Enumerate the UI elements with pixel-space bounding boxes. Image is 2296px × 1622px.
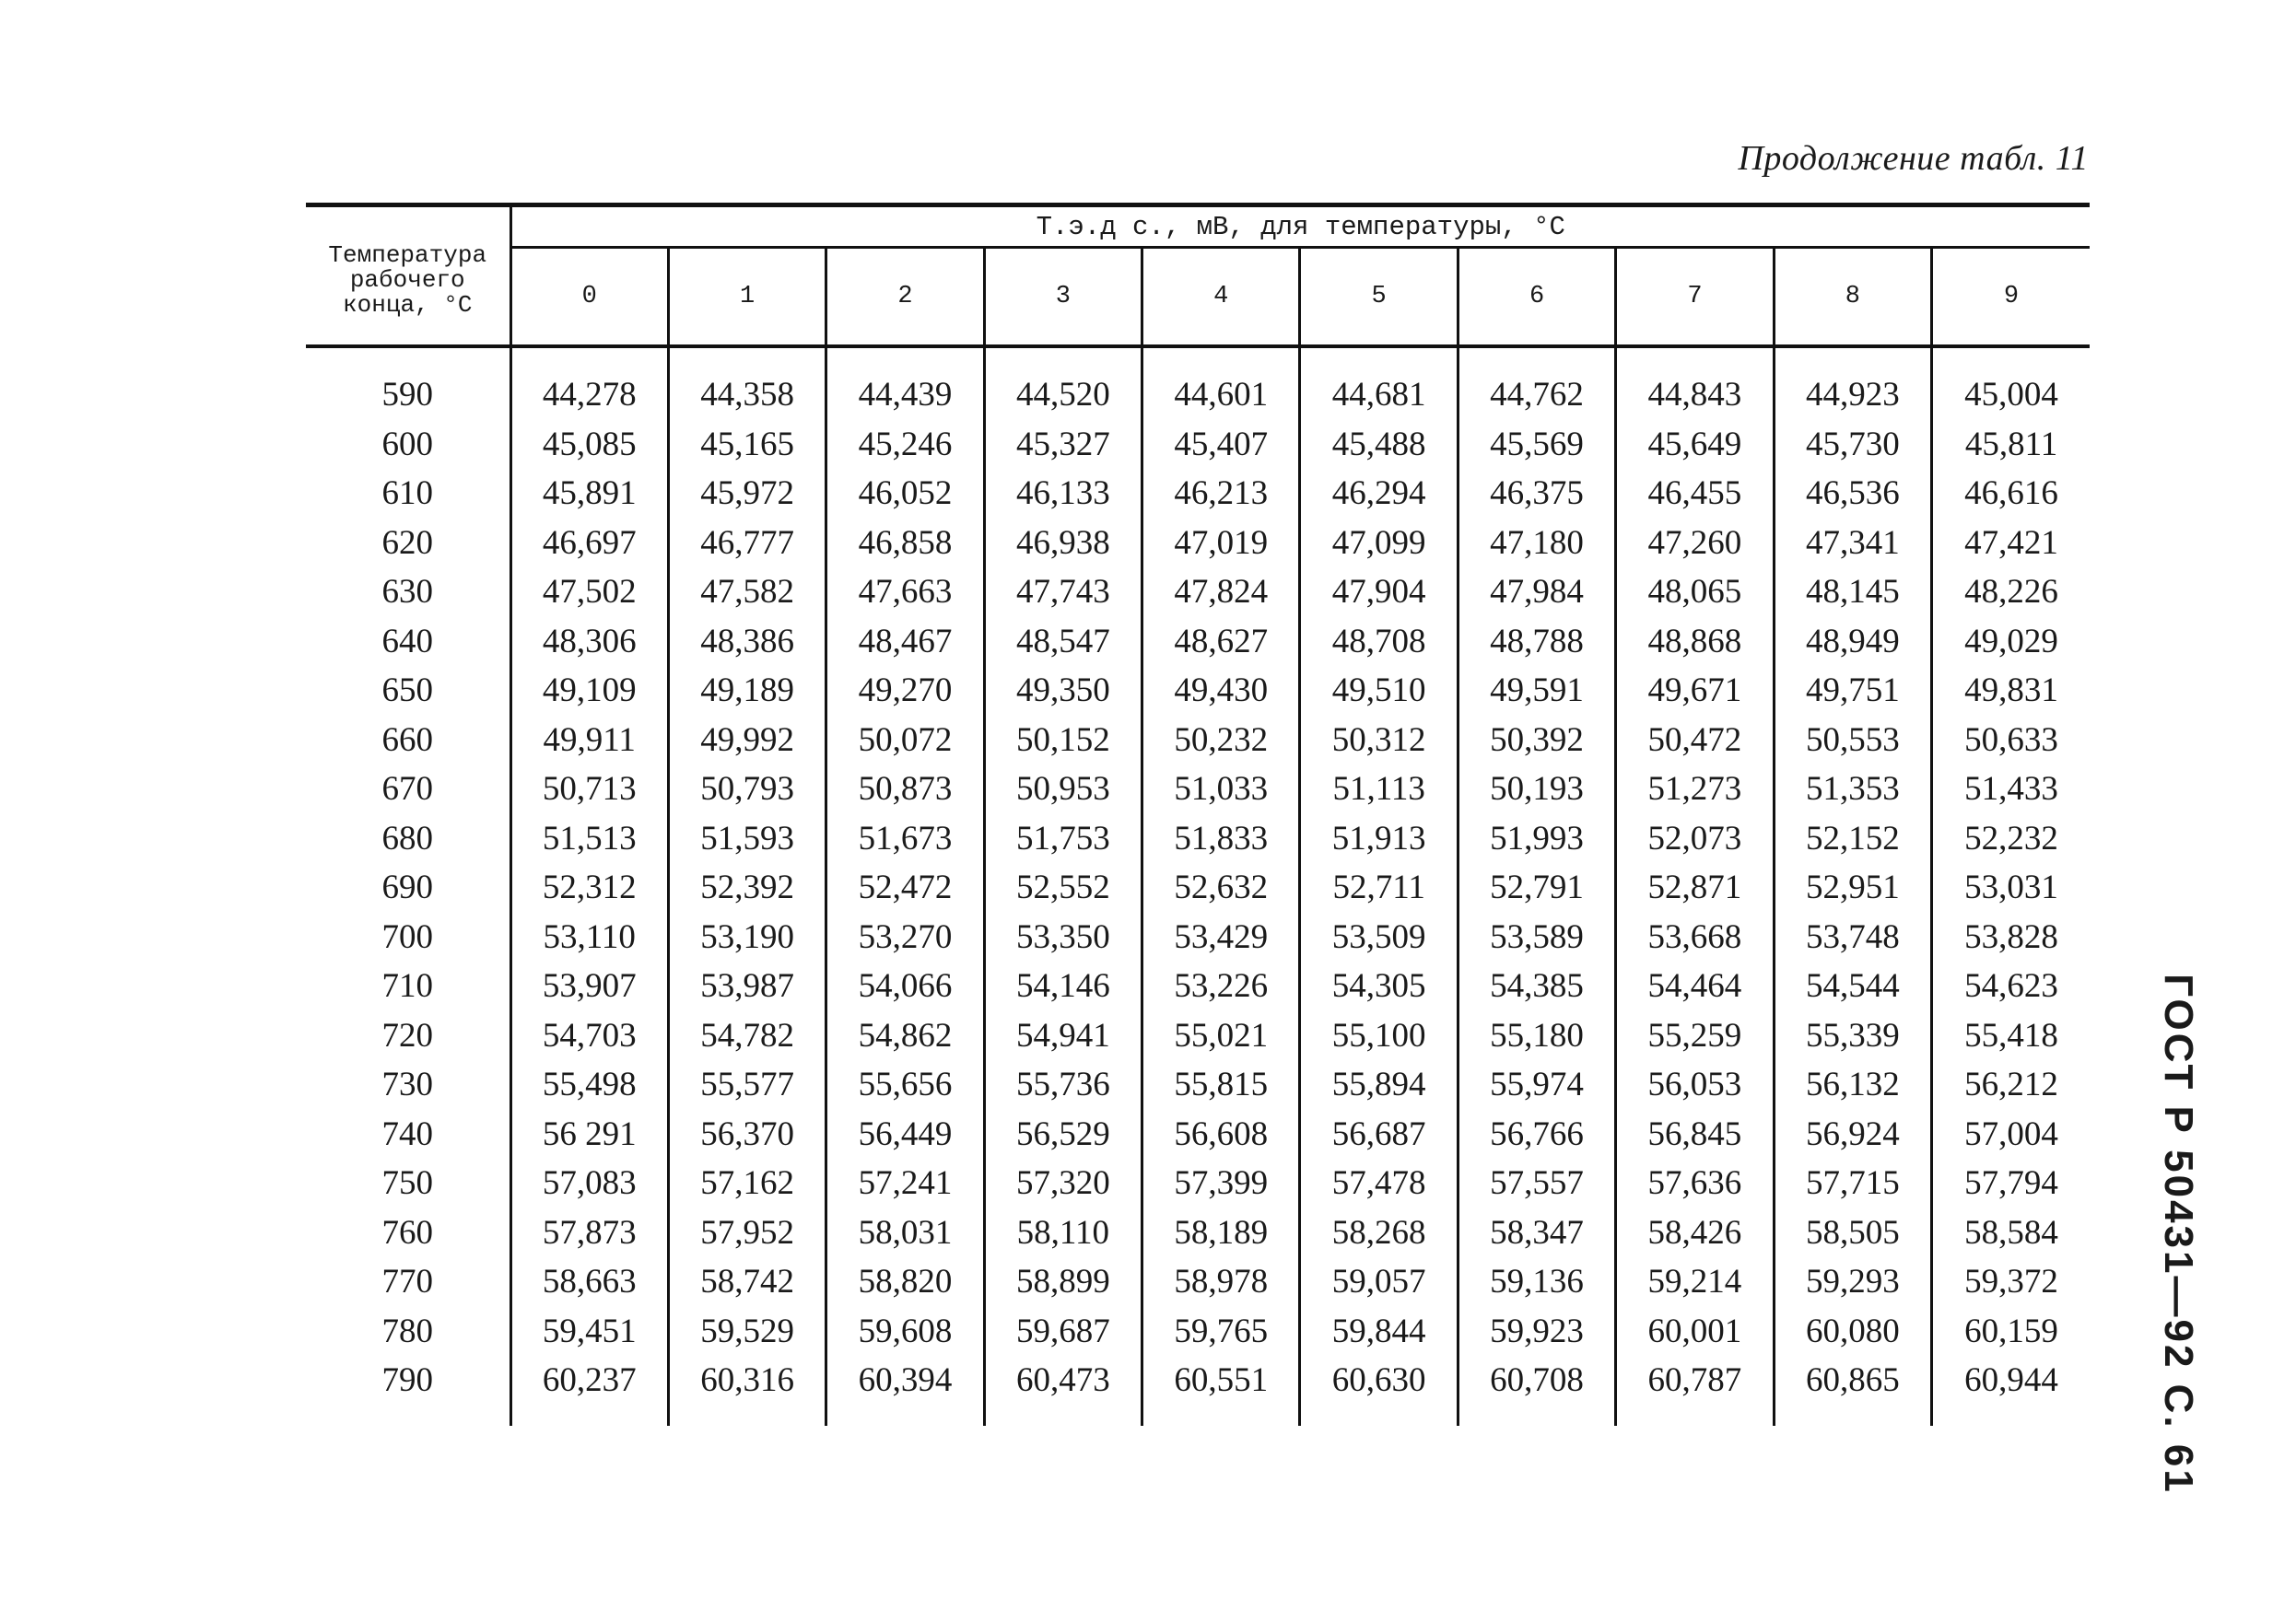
column-header: 2 (826, 248, 984, 347)
temperature-cell: 740 (381, 1114, 433, 1153)
temperature-cell: 630 (381, 573, 433, 612)
emf-value-cell: 50,072 (826, 716, 984, 765)
table-row (306, 764, 2090, 814)
temperature-cell: 650 (381, 671, 433, 710)
row-header-cell (306, 205, 510, 347)
emf-value-cell: 59,372 (1932, 1257, 2090, 1307)
emf-value-cell: 54,464 (1616, 962, 1774, 1011)
emf-value-cell: 53,190 (668, 913, 826, 963)
emf-value-cell: 50,793 (668, 764, 826, 814)
emf-value-cell: 46,052 (826, 469, 984, 519)
emf-value-cell: 54,146 (984, 962, 1142, 1011)
group-header: Т.э.д с., мВ, для температуры, °C (510, 205, 2090, 248)
emf-value-cell: 45,649 (1616, 420, 1774, 470)
emf-value-cell: 48,788 (1458, 617, 1615, 667)
emf-value-cell: 60,787 (1616, 1356, 1774, 1426)
emf-value-cell: 45,246 (826, 420, 984, 470)
table-row (306, 519, 2090, 568)
temperature-cell: 780 (381, 1312, 433, 1350)
emf-value-cell: 44,439 (826, 346, 984, 420)
emf-value-cell: 46,697 (510, 519, 668, 568)
emf-value-cell: 58,031 (826, 1208, 984, 1258)
emf-value-cell: 47,341 (1774, 519, 1931, 568)
emf-value-cell: 52,073 (1616, 814, 1774, 864)
emf-value-cell: 54,544 (1774, 962, 1931, 1011)
emf-value-cell: 59,451 (510, 1307, 668, 1357)
emf-value-cell: 47,019 (1142, 519, 1300, 568)
emf-value-cell: 53,907 (510, 962, 668, 1011)
emf-value-cell: 52,711 (1300, 863, 1458, 913)
emf-value-cell: 58,110 (984, 1208, 1142, 1258)
emf-value-cell: 48,467 (826, 617, 984, 667)
emf-value-cell: 47,180 (1458, 519, 1615, 568)
emf-value-cell: 55,180 (1458, 1011, 1615, 1061)
emf-value-cell: 45,085 (510, 420, 668, 470)
emf-value-cell: 59,687 (984, 1307, 1142, 1357)
temperature-cell: 680 (381, 819, 433, 858)
column-header: 8 (1774, 248, 1931, 347)
emf-value-cell: 51,273 (1616, 764, 1774, 814)
emf-value-cell: 45,891 (510, 469, 668, 519)
emf-value-cell: 56,687 (1300, 1110, 1458, 1160)
emf-value-cell: 60,159 (1932, 1307, 2090, 1357)
emf-value-cell: 53,226 (1142, 962, 1300, 1011)
table-row (306, 567, 2090, 617)
emf-value-cell: 55,100 (1300, 1011, 1458, 1061)
emf-value-cell: 46,294 (1300, 469, 1458, 519)
emf-value-cell: 45,407 (1142, 420, 1300, 470)
column-header: 1 (668, 248, 826, 347)
emf-value-cell: 50,193 (1458, 764, 1615, 814)
emf-value-cell: 49,831 (1932, 666, 2090, 716)
emf-value-cell: 60,865 (1774, 1356, 1931, 1426)
emf-value-cell: 50,392 (1458, 716, 1615, 765)
emf-value-cell: 52,232 (1932, 814, 2090, 864)
emf-value-cell: 60,944 (1932, 1356, 2090, 1426)
table-row (306, 666, 2090, 716)
emf-value-cell: 44,358 (668, 346, 826, 420)
emf-value-cell: 59,214 (1616, 1257, 1774, 1307)
emf-value-cell: 56,924 (1774, 1110, 1931, 1160)
emf-value-cell: 56,529 (984, 1110, 1142, 1160)
emf-value-cell: 54,862 (826, 1011, 984, 1061)
row-header-line: Температура (328, 241, 487, 269)
table-row (306, 1011, 2090, 1061)
emf-value-cell: 56,370 (668, 1110, 826, 1160)
emf-value-cell: 46,536 (1774, 469, 1931, 519)
emf-value-cell: 57,083 (510, 1159, 668, 1208)
emf-value-cell: 44,681 (1300, 346, 1458, 420)
row-header-line: конца, °C (343, 291, 473, 319)
emf-value-cell: 53,110 (510, 913, 668, 963)
emf-value-cell: 50,553 (1774, 716, 1931, 765)
emf-value-cell: 49,430 (1142, 666, 1300, 716)
column-header: 3 (984, 248, 1142, 347)
emf-value-cell: 54,623 (1932, 962, 2090, 1011)
emf-value-cell: 58,268 (1300, 1208, 1458, 1258)
emf-value-cell: 48,868 (1616, 617, 1774, 667)
column-header: 6 (1458, 248, 1615, 347)
table-row (306, 617, 2090, 667)
emf-value-cell: 52,871 (1616, 863, 1774, 913)
column-header: 5 (1300, 248, 1458, 347)
temperature-cell: 770 (381, 1263, 433, 1301)
emf-value-cell: 48,708 (1300, 617, 1458, 667)
emf-value-cell: 45,327 (984, 420, 1142, 470)
emf-value-cell: 58,189 (1142, 1208, 1300, 1258)
emf-value-cell: 47,743 (984, 567, 1142, 617)
emf-value-cell: 49,911 (510, 716, 668, 765)
emf-value-cell: 53,589 (1458, 913, 1615, 963)
emf-value-cell: 58,584 (1932, 1208, 2090, 1258)
table-row (306, 1159, 2090, 1208)
emf-value-cell: 54,941 (984, 1011, 1142, 1061)
emf-value-cell: 46,777 (668, 519, 826, 568)
emf-value-cell: 53,748 (1774, 913, 1931, 963)
emf-value-cell: 49,591 (1458, 666, 1615, 716)
emf-value-cell: 55,021 (1142, 1011, 1300, 1061)
emf-value-cell: 44,923 (1774, 346, 1931, 420)
emf-value-cell: 49,189 (668, 666, 826, 716)
emf-value-cell: 55,656 (826, 1060, 984, 1110)
emf-value-cell: 49,029 (1932, 617, 2090, 667)
emf-value-cell: 45,972 (668, 469, 826, 519)
emf-value-cell: 46,133 (984, 469, 1142, 519)
emf-value-cell: 52,312 (510, 863, 668, 913)
emf-value-cell: 49,109 (510, 666, 668, 716)
emf-value-cell: 51,353 (1774, 764, 1931, 814)
standard-and-page-number: ГОСТ Р 50431—92 С. 61 (2156, 974, 2202, 1495)
emf-value-cell: 58,505 (1774, 1208, 1931, 1258)
row-header-line: рабочего (349, 266, 465, 294)
emf-value-cell: 45,004 (1932, 346, 2090, 420)
emf-value-cell: 46,455 (1616, 469, 1774, 519)
emf-value-cell: 49,671 (1616, 666, 1774, 716)
emf-value-cell: 50,873 (826, 764, 984, 814)
emf-value-cell: 48,226 (1932, 567, 2090, 617)
emf-value-cell: 56,608 (1142, 1110, 1300, 1160)
table-row (306, 1060, 2090, 1110)
emf-value-cell: 58,426 (1616, 1208, 1774, 1258)
temperature-cell: 610 (381, 474, 433, 513)
emf-value-cell: 48,386 (668, 617, 826, 667)
emf-value-cell: 44,601 (1142, 346, 1300, 420)
emf-value-cell: 52,632 (1142, 863, 1300, 913)
emf-value-cell: 56,053 (1616, 1060, 1774, 1110)
table-row (306, 1307, 2090, 1357)
emf-value-cell: 57,952 (668, 1208, 826, 1258)
emf-value-cell: 48,145 (1774, 567, 1931, 617)
table-row (306, 716, 2090, 765)
table-row (306, 346, 2090, 420)
emf-value-cell: 60,316 (668, 1356, 826, 1426)
column-header: 0 (510, 248, 668, 347)
emf-value-cell: 48,065 (1616, 567, 1774, 617)
emf-value-cell: 46,858 (826, 519, 984, 568)
emf-value-cell: 51,593 (668, 814, 826, 864)
emf-value-cell: 53,031 (1932, 863, 2090, 913)
emf-value-cell: 55,815 (1142, 1060, 1300, 1110)
emf-value-cell: 52,472 (826, 863, 984, 913)
emf-value-cell: 59,765 (1142, 1307, 1300, 1357)
column-header: 9 (1932, 248, 2090, 347)
emf-value-cell: 60,708 (1458, 1356, 1615, 1426)
temperature-cell: 690 (381, 869, 433, 907)
emf-value-cell: 59,844 (1300, 1307, 1458, 1357)
emf-value-cell: 59,293 (1774, 1257, 1931, 1307)
temperature-cell: 620 (381, 523, 433, 562)
emf-value-cell: 51,833 (1142, 814, 1300, 864)
emf-value-cell: 57,320 (984, 1159, 1142, 1208)
emf-value-cell: 55,418 (1932, 1011, 2090, 1061)
emf-value-cell: 45,165 (668, 420, 826, 470)
emf-value-cell: 47,260 (1616, 519, 1774, 568)
table-row (306, 814, 2090, 864)
emf-value-cell: 53,509 (1300, 913, 1458, 963)
emf-value-cell: 54,305 (1300, 962, 1458, 1011)
emf-value-cell: 59,923 (1458, 1307, 1615, 1357)
emf-value-cell: 58,978 (1142, 1257, 1300, 1307)
emf-value-cell: 51,113 (1300, 764, 1458, 814)
emf-value-cell: 46,938 (984, 519, 1142, 568)
emf-value-cell: 50,232 (1142, 716, 1300, 765)
emf-value-cell: 55,339 (1774, 1011, 1931, 1061)
emf-value-cell: 52,951 (1774, 863, 1931, 913)
emf-value-cell: 50,953 (984, 764, 1142, 814)
emf-value-cell: 55,498 (510, 1060, 668, 1110)
emf-value-cell: 55,974 (1458, 1060, 1615, 1110)
emf-value-cell: 53,668 (1616, 913, 1774, 963)
emf-value-cell: 51,913 (1300, 814, 1458, 864)
emf-value-cell: 46,616 (1932, 469, 2090, 519)
emf-value-cell: 50,713 (510, 764, 668, 814)
temperature-cell: 720 (381, 1016, 433, 1055)
emf-value-cell: 51,673 (826, 814, 984, 864)
emf-value-cell: 47,984 (1458, 567, 1615, 617)
emf-value-cell: 44,843 (1616, 346, 1774, 420)
emf-value-cell: 55,259 (1616, 1011, 1774, 1061)
table-row (306, 1257, 2090, 1307)
emf-value-cell: 56,449 (826, 1110, 984, 1160)
emf-value-cell: 45,488 (1300, 420, 1458, 470)
emf-value-cell: 49,510 (1300, 666, 1458, 716)
emf-value-cell: 57,873 (510, 1208, 668, 1258)
emf-value-cell: 56,766 (1458, 1110, 1615, 1160)
emf-value-cell: 47,663 (826, 567, 984, 617)
emf-value-cell: 50,633 (1932, 716, 2090, 765)
emf-value-cell: 53,828 (1932, 913, 2090, 963)
emf-value-cell: 50,152 (984, 716, 1142, 765)
emf-value-cell: 57,004 (1932, 1110, 2090, 1160)
emf-value-cell: 57,636 (1616, 1159, 1774, 1208)
emf-value-cell: 51,033 (1142, 764, 1300, 814)
emf-value-cell: 49,751 (1774, 666, 1931, 716)
emf-value-cell: 52,392 (668, 863, 826, 913)
emf-value-cell: 53,270 (826, 913, 984, 963)
page-side-label (2156, 974, 2202, 1495)
emf-value-cell: 46,375 (1458, 469, 1615, 519)
emf-value-cell: 60,080 (1774, 1307, 1931, 1357)
table-row (306, 1110, 2090, 1160)
emf-value-cell: 48,547 (984, 617, 1142, 667)
table-row (306, 1356, 2090, 1426)
temperature-cell: 660 (381, 720, 433, 759)
emf-value-cell: 60,551 (1142, 1356, 1300, 1426)
emf-value-cell: 58,663 (510, 1257, 668, 1307)
emf-value-cell: 52,152 (1774, 814, 1931, 864)
emf-value-cell: 47,824 (1142, 567, 1300, 617)
emf-value-cell: 56,845 (1616, 1110, 1774, 1160)
emf-value-cell: 50,312 (1300, 716, 1458, 765)
column-header: 4 (1142, 248, 1300, 347)
table-row (306, 962, 2090, 1011)
temperature-cell: 790 (381, 1361, 433, 1400)
emf-value-cell: 55,894 (1300, 1060, 1458, 1110)
emf-value-cell: 55,736 (984, 1060, 1142, 1110)
table-row (306, 1208, 2090, 1258)
table-row (306, 469, 2090, 519)
temperature-cell: 750 (381, 1164, 433, 1203)
emf-value-cell: 60,394 (826, 1356, 984, 1426)
emf-value-cell: 60,630 (1300, 1356, 1458, 1426)
emf-value-cell: 58,347 (1458, 1208, 1615, 1258)
emf-value-cell: 59,057 (1300, 1257, 1458, 1307)
emf-value-cell: 44,762 (1458, 346, 1615, 420)
emf-value-cell: 54,066 (826, 962, 984, 1011)
emf-value-cell: 49,992 (668, 716, 826, 765)
emf-value-cell: 57,794 (1932, 1159, 2090, 1208)
temperature-cell: 600 (381, 425, 433, 463)
emf-value-cell: 58,742 (668, 1257, 826, 1307)
emf-value-cell: 49,270 (826, 666, 984, 716)
emf-value-cell: 54,703 (510, 1011, 668, 1061)
emf-value-cell: 51,993 (1458, 814, 1615, 864)
emf-value-cell: 52,791 (1458, 863, 1615, 913)
table-row (306, 913, 2090, 963)
table-row (306, 420, 2090, 470)
temperature-cell: 670 (381, 770, 433, 809)
emf-value-cell: 48,949 (1774, 617, 1931, 667)
emf-value-cell: 47,099 (1300, 519, 1458, 568)
emf-value-cell: 50,472 (1616, 716, 1774, 765)
table-body (306, 346, 2090, 1426)
temperature-cell: 700 (381, 917, 433, 956)
emf-value-cell: 59,608 (826, 1307, 984, 1357)
emf-value-cell: 51,753 (984, 814, 1142, 864)
emf-value-cell: 51,433 (1932, 764, 2090, 814)
emf-value-cell: 51,513 (510, 814, 668, 864)
emf-value-cell: 44,278 (510, 346, 668, 420)
temperature-cell: 710 (381, 967, 433, 1006)
emf-value-cell: 53,429 (1142, 913, 1300, 963)
emf-value-cell: 56 291 (510, 1110, 668, 1160)
emf-value-cell: 57,478 (1300, 1159, 1458, 1208)
emf-value-cell: 56,132 (1774, 1060, 1931, 1110)
emf-value-cell: 48,627 (1142, 617, 1300, 667)
temperature-cell: 590 (381, 376, 433, 414)
emf-value-cell: 60,473 (984, 1356, 1142, 1426)
emf-value-cell: 58,820 (826, 1257, 984, 1307)
emf-value-cell: 60,237 (510, 1356, 668, 1426)
emf-value-cell: 47,582 (668, 567, 826, 617)
emf-value-cell: 49,350 (984, 666, 1142, 716)
temperature-cell: 760 (381, 1213, 433, 1252)
emf-value-cell: 59,136 (1458, 1257, 1615, 1307)
emf-value-cell: 58,899 (984, 1257, 1142, 1307)
thermo-emf-table (306, 203, 2090, 1426)
emf-value-cell: 57,557 (1458, 1159, 1615, 1208)
emf-value-cell: 57,241 (826, 1159, 984, 1208)
emf-value-cell: 45,730 (1774, 420, 1931, 470)
table-row (306, 863, 2090, 913)
emf-value-cell: 47,502 (510, 567, 668, 617)
column-header: 7 (1616, 248, 1774, 347)
emf-value-cell: 48,306 (510, 617, 668, 667)
emf-value-cell: 59,529 (668, 1307, 826, 1357)
table-continuation-caption: Продолжение табл. 11 (1738, 139, 2089, 178)
emf-value-cell: 56,212 (1932, 1060, 2090, 1110)
emf-value-cell: 57,162 (668, 1159, 826, 1208)
emf-value-cell: 54,782 (668, 1011, 826, 1061)
temperature-cell: 730 (381, 1066, 433, 1104)
emf-value-cell: 46,213 (1142, 469, 1300, 519)
temperature-cell: 640 (381, 622, 433, 660)
emf-value-cell: 55,577 (668, 1060, 826, 1110)
emf-value-cell: 52,552 (984, 863, 1142, 913)
emf-value-cell: 53,350 (984, 913, 1142, 963)
emf-value-cell: 53,987 (668, 962, 826, 1011)
table-header (306, 205, 2090, 347)
emf-value-cell: 47,421 (1932, 519, 2090, 568)
emf-value-cell: 54,385 (1458, 962, 1615, 1011)
emf-value-cell: 60,001 (1616, 1307, 1774, 1357)
emf-value-cell: 57,715 (1774, 1159, 1931, 1208)
emf-value-cell: 57,399 (1142, 1159, 1300, 1208)
emf-value-cell: 44,520 (984, 346, 1142, 420)
emf-value-cell: 47,904 (1300, 567, 1458, 617)
emf-value-cell: 45,569 (1458, 420, 1615, 470)
emf-value-cell: 45,811 (1932, 420, 2090, 470)
